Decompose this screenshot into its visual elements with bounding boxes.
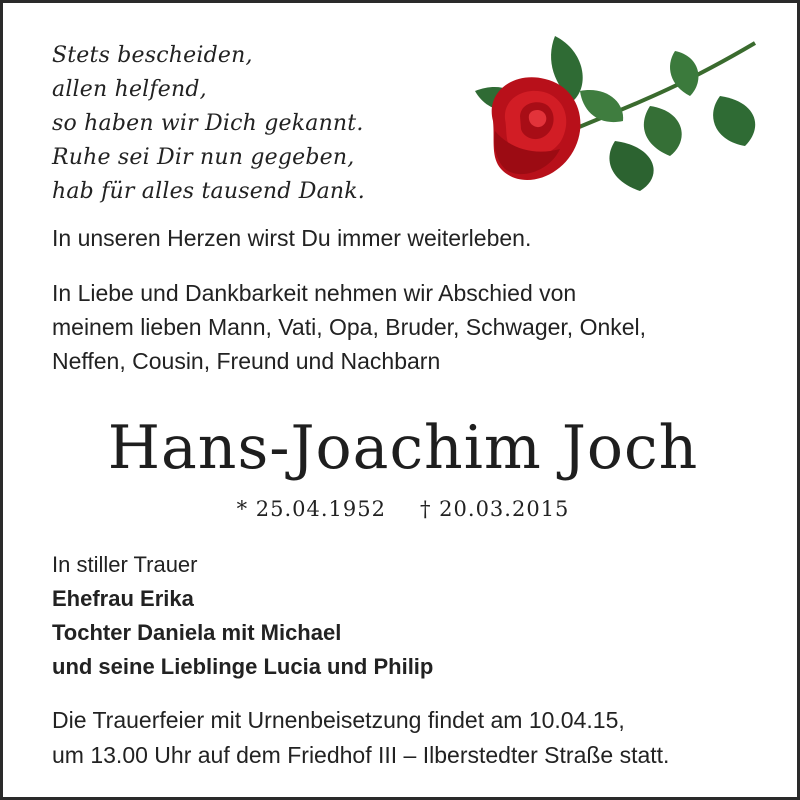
mourner-line: und seine Lieblinge Lucia und Philip bbox=[52, 654, 434, 679]
poem-line: Ruhe sei Dir nun gegeben, bbox=[52, 145, 355, 170]
farewell-line: In Liebe und Dankbarkeit nehmen wir Abschied von bbox=[52, 280, 577, 306]
service-line: um 13.00 Uhr auf dem Friedhof III – Ilberstedter Straße statt. bbox=[52, 742, 670, 768]
mourners bbox=[52, 548, 433, 684]
mourners-heading: In stiller Trauer bbox=[52, 552, 198, 577]
poem-line: so haben wir Dich gekannt. bbox=[52, 111, 364, 136]
life-dates bbox=[3, 497, 800, 521]
farewell-line: Neffen, Cousin, Freund und Nachbarn bbox=[52, 348, 441, 374]
intro-line: In unseren Herzen wirst Du immer weiterleben. bbox=[52, 225, 532, 251]
mourner-line: Tochter Daniela mit Michael bbox=[52, 620, 342, 645]
poem-line: allen helfend, bbox=[52, 77, 207, 102]
farewell-paragraph bbox=[52, 276, 646, 378]
poem-line: Stets bescheiden, bbox=[52, 43, 253, 68]
poem bbox=[52, 39, 365, 209]
birth-date: * 25.04.1952 bbox=[236, 497, 386, 521]
poem-line: hab für alles tausend Dank. bbox=[52, 179, 366, 204]
mourner-line: Ehefrau Erika bbox=[52, 586, 194, 611]
farewell-line: meinem lieben Mann, Vati, Opa, Bruder, Schwager, Onkel, bbox=[52, 314, 647, 340]
deceased-name: Hans-Joachim Joch bbox=[107, 413, 699, 483]
service-info bbox=[52, 703, 669, 773]
red-rose-icon bbox=[465, 31, 775, 201]
death-date: † 20.03.2015 bbox=[420, 497, 570, 521]
service-line: Die Trauerfeier mit Urnenbeisetzung findet am 10.04.15, bbox=[52, 707, 625, 733]
